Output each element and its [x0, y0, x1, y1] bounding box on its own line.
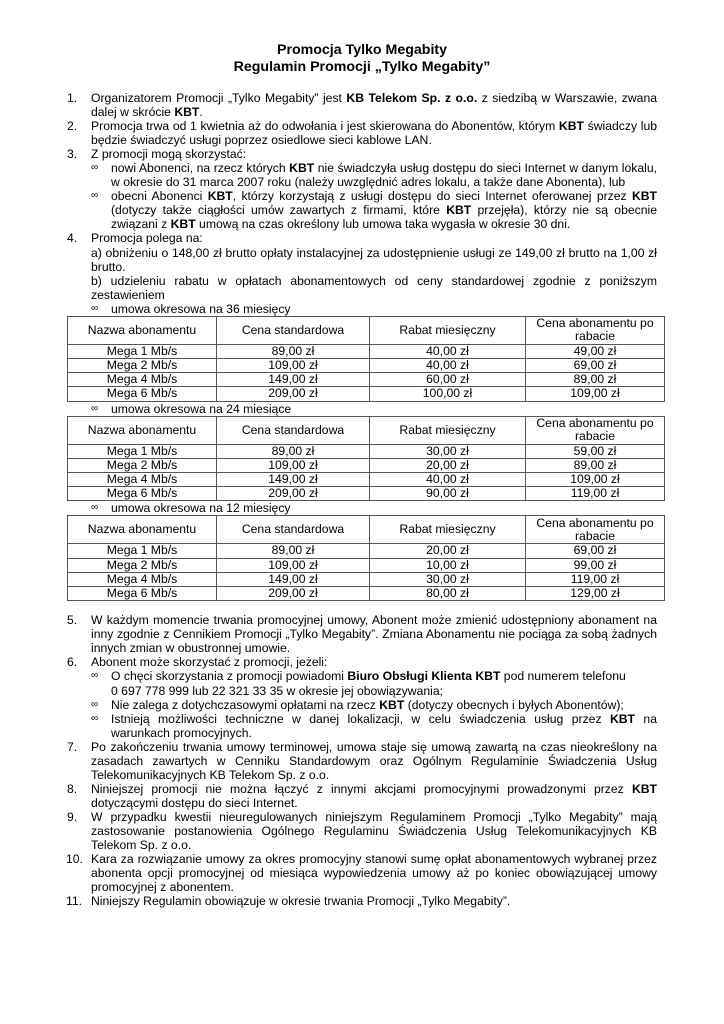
table-header-row: Nazwa abonamentu Cena standardowa Rabat miesięczny Cena abonamentu po rabacie	[68, 416, 665, 444]
bullet-item: ∞ obecni Abonenci KBT, którzy korzystają z usługi dostępu do sieci Internet oferowanej przez KBT (dotyczy także ciągłości umów zawartych z firmami, które KBT przejęła), którzy nie są obecnie związani z KBT umową na czas określony lub umowa taka wygasła w okresie 30 dni.	[91, 189, 657, 232]
table-row: Mega 4 Mb/s 149,00 zł 30,00 zł 119,00 zł	[68, 572, 665, 586]
list-item-3: 3. Z promocji mogą skorzystać: ∞ nowi Abonenci, na rzecz których KBT nie świadczyła usług dostępu do sieci Internet w danym lokalu, w okresie do 31 marca 2007 roku (należy uwzględnić adres lokalu, a także dane Abonenta), lub ∞ obecni Abonenci KBT, którzy korzystają z usługi dostępu do sieci Internet oferowanej przez KBT (dotyczy także ciągłości umów zawartych z firmami, które KBT przejęła), którzy nie są obecnie związani z KBT umową na czas określony lub umowa taka wygasła w okresie 30 dni.	[67, 147, 657, 232]
infinity-bullet-icon: ∞	[91, 712, 99, 724]
document-title: Promocja Tylko Megabity	[276, 42, 448, 58]
bullet-item: ∞ nowi Abonenci, na rzecz których KBT nie świadczyła usług dostępu do sieci Internet w danym lokalu, w okresie do 31 marca 2007 roku (należy uwzględnić adres lokalu, a także dane Abonenta), lub	[91, 161, 657, 190]
infinity-bullet-icon: ∞	[91, 402, 99, 414]
list-item-8: 8. Niniejszej promocji nie można łączyć z innymi akcjami promocyjnymi prowadzonymi przez KBT dotyczącymi dostępu do sieci Internet.	[67, 781, 657, 810]
bullet-item: ∞ Istnieją możliwości techniczne w danej lokalizacji, w celu świadczenia usług przez KBT na warunkach promocyjnych.	[91, 711, 657, 740]
price-table-36-months	[67, 316, 665, 402]
list-item-7: 7. Po zakończeniu trwania umowy terminowej, umowa staje się umową zawartą na czas nieokreślony na zasadach zawartych w Cenniku Standardowym oraz Ogólnym Regulaminie Świadczenia Usług Telekomunikacyjnych KB Telekom Sp. z o.o.	[67, 739, 657, 782]
regulations-list	[67, 91, 657, 908]
list-item-5: 5. W każdym momencie trwania promocyjnej umowy, Abonent może zmienić udostępniony abonament na inny zgodnie z Cennikiem Promocji „Tylko Megabity”. Zmiana Abonamentu nie pociąga za sobą żadnych innych zmian w obustronnej umowie.	[67, 613, 657, 656]
table-label-12: ∞ umowa okresowa na 12 miesięcy	[91, 501, 291, 516]
table-header-row: Nazwa abonamentu Cena standardowa Rabat miesięczny Cena abonamentu po rabacie	[68, 316, 665, 344]
infinity-bullet-icon: ∞	[91, 162, 99, 174]
list-item-9: 9. W przypadku kwestii nieuregulowanych niniejszym Regulaminem Promocji „Tylko Megabity” mają zastosowanie postanowienia Ogólnego Regulaminu Świadczenia Usług Telekomunikacyjnych KB Telekom Sp. z o.o.	[67, 809, 657, 853]
list-item-4: 4. Promocja polega na: a) obniżeniu o 148,00 zł brutto opłaty instalacyjnej za udostępnienie usługi ze 149,00 zł brutto na 1,00 zł brutto. b) udzieleniu rabatu w opłatach abonamentowych od ceny standardowej zgodnie z poniższym zestawieniem ∞ umowa okresowa na 36 miesięcy Nazwa abonamentu Cena standardowa Rabat miesięczny Cena abonamentu po rabacie Mega 1 Mb/s 89,00 zł 40,00 zł 49,00 zł Mega 2 Mb/s 109,00 zł 40,00 zł 69,00 zł Mega 4 Mb/s 149,00 zł 60,00 zł 89,00 zł Mega 6 Mb/s 209,00 zł 100,00 zł 109,00 zł ∞ umowa okresowa na 24 miesiące Nazwa abonamentu Cena standardowa Rabat miesięczny Cena abonamentu po rabacie Mega 1 Mb/s 89,00 zł 30,00 zł 59,00 zł Mega 2 Mb/s 109,00 zł 20,00 zł 89,00 zł Mega 4 Mb/s 149,00 zł 40,00 zł 109,00 zł Mega 6 Mb/s 209,00 zł 90,00 zł 119,00 zł ∞ umowa okresowa na 12 miesięcy Nazwa abonamentu Cena standardowa Rabat miesięczny Cena abonamentu po rabacie Mega 1 Mb/s 89,00 zł 20,00 zł 69,00 zł Mega 2 Mb/s 109,00 zł 10,00 zł 99,00 zł Mega 4 Mb/s 149,00 zł 30,00 zł 119,00 zł Mega 6 Mb/s 209,00 zł 80,00 zł 129,00 zł	[67, 231, 657, 601]
item-4a: a) obniżeniu o 148,00 zł brutto opłaty instalacyjnej za udostępnienie usługi ze 149,00 zł brutto na 1,00 zł brutto.	[91, 245, 657, 274]
table-row: Mega 6 Mb/s 209,00 zł 90,00 zł 119,00 zł	[68, 487, 665, 501]
table-row: Mega 2 Mb/s 109,00 zł 40,00 zł 69,00 zł	[68, 358, 665, 372]
price-table-24-months	[67, 416, 665, 502]
price-table-12-months	[67, 515, 665, 601]
document-subtitle: Regulamin Promocji „Tylko Megabity”	[233, 59, 491, 75]
infinity-bullet-icon: ∞	[91, 670, 99, 682]
list-item-1: 1. Organizatorem Promocji „Tylko Megabity” jest KB Telekom Sp. z o.o. z siedzibą w Warszawie, zwana dalej w skrócie KBT.	[67, 91, 658, 120]
table-label-24: ∞ umowa okresowa na 24 miesiące	[91, 401, 292, 416]
table-row: Mega 1 Mb/s 89,00 zł 30,00 zł 59,00 zł	[68, 444, 665, 458]
table-label-36: ∞ umowa okresowa na 36 miesięcy	[91, 301, 291, 316]
list-item-6: 6. Abonent może skorzystać z promocji, jeżeli: ∞ O chęci skorzystania z promocji powiadomi Biuro Obsługi Klienta KBT pod numerem telefonu 0 697 778 999 lub 22 321 33 35 w okresie jej obowiązywania; ∞ Nie zalega z dotychczasowymi opłatami na rzecz KBT (dotyczy obecnych i byłych Abonentów); ∞ Istnieją możliwości techniczne w danej lokalizacji, w celu świadczenia usług przez KBT na warunkach promocyjnych.	[67, 655, 657, 740]
table-header-row: Nazwa abonamentu Cena standardowa Rabat miesięczny Cena abonamentu po rabacie	[68, 516, 665, 544]
list-item-11: 11. Niniejszy Regulamin obowiązuje w okresie trwania Promocji „Tylko Megabity”.	[66, 894, 511, 909]
table-row: Mega 2 Mb/s 109,00 zł 20,00 zł 89,00 zł	[68, 458, 665, 472]
table-row: Mega 6 Mb/s 209,00 zł 100,00 zł 109,00 zł	[68, 387, 665, 401]
bullet-item: ∞ O chęci skorzystania z promocji powiadomi Biuro Obsługi Klienta KBT pod numerem telefonu 0 697 778 999 lub 22 321 33 35 w okresie jej obowiązywania;	[91, 669, 626, 698]
table-row: Mega 1 Mb/s 89,00 zł 20,00 zł 69,00 zł	[68, 544, 665, 558]
table-row: Mega 4 Mb/s 149,00 zł 60,00 zł 89,00 zł	[68, 373, 665, 387]
infinity-bullet-icon: ∞	[91, 302, 99, 314]
infinity-bullet-icon: ∞	[91, 190, 99, 202]
infinity-bullet-icon: ∞	[91, 698, 99, 710]
table-row: Mega 4 Mb/s 149,00 zł 40,00 zł 109,00 zł	[68, 473, 665, 487]
list-item-2: 2. Promocja trwa od 1 kwietnia aż do odwołania i jest skierowana do Abonentów, którym KBT świadczy lub będzie świadczyć usługi poprzez osiedlowe sieci kablowe LAN.	[67, 119, 657, 148]
list-item-10: 10. Kara za rozwiązanie umowy za okres promocyjny stanowi sumę opłat abonamentowych wybranej przez abonenta opcji promocyjnej od miesiąca wypowiedzenia umowy aż po koniec obowiązującej umowy promocyjnej z abonentem.	[66, 852, 657, 895]
item-4b: b) udzieleniu rabatu w opłatach abonamentowych od ceny standardowej zgodnie z poniższym zestawieniem	[91, 273, 657, 302]
table-row: Mega 1 Mb/s 89,00 zł 40,00 zł 49,00 zł	[68, 344, 665, 358]
table-row: Mega 6 Mb/s 209,00 zł 80,00 zł 129,00 zł	[68, 587, 665, 601]
table-row: Mega 2 Mb/s 109,00 zł 10,00 zł 99,00 zł	[68, 558, 665, 572]
bullet-item: ∞ Nie zalega z dotychczasowymi opłatami na rzecz KBT (dotyczy obecnych i byłych Abonentów);	[91, 697, 624, 712]
infinity-bullet-icon: ∞	[91, 502, 99, 514]
